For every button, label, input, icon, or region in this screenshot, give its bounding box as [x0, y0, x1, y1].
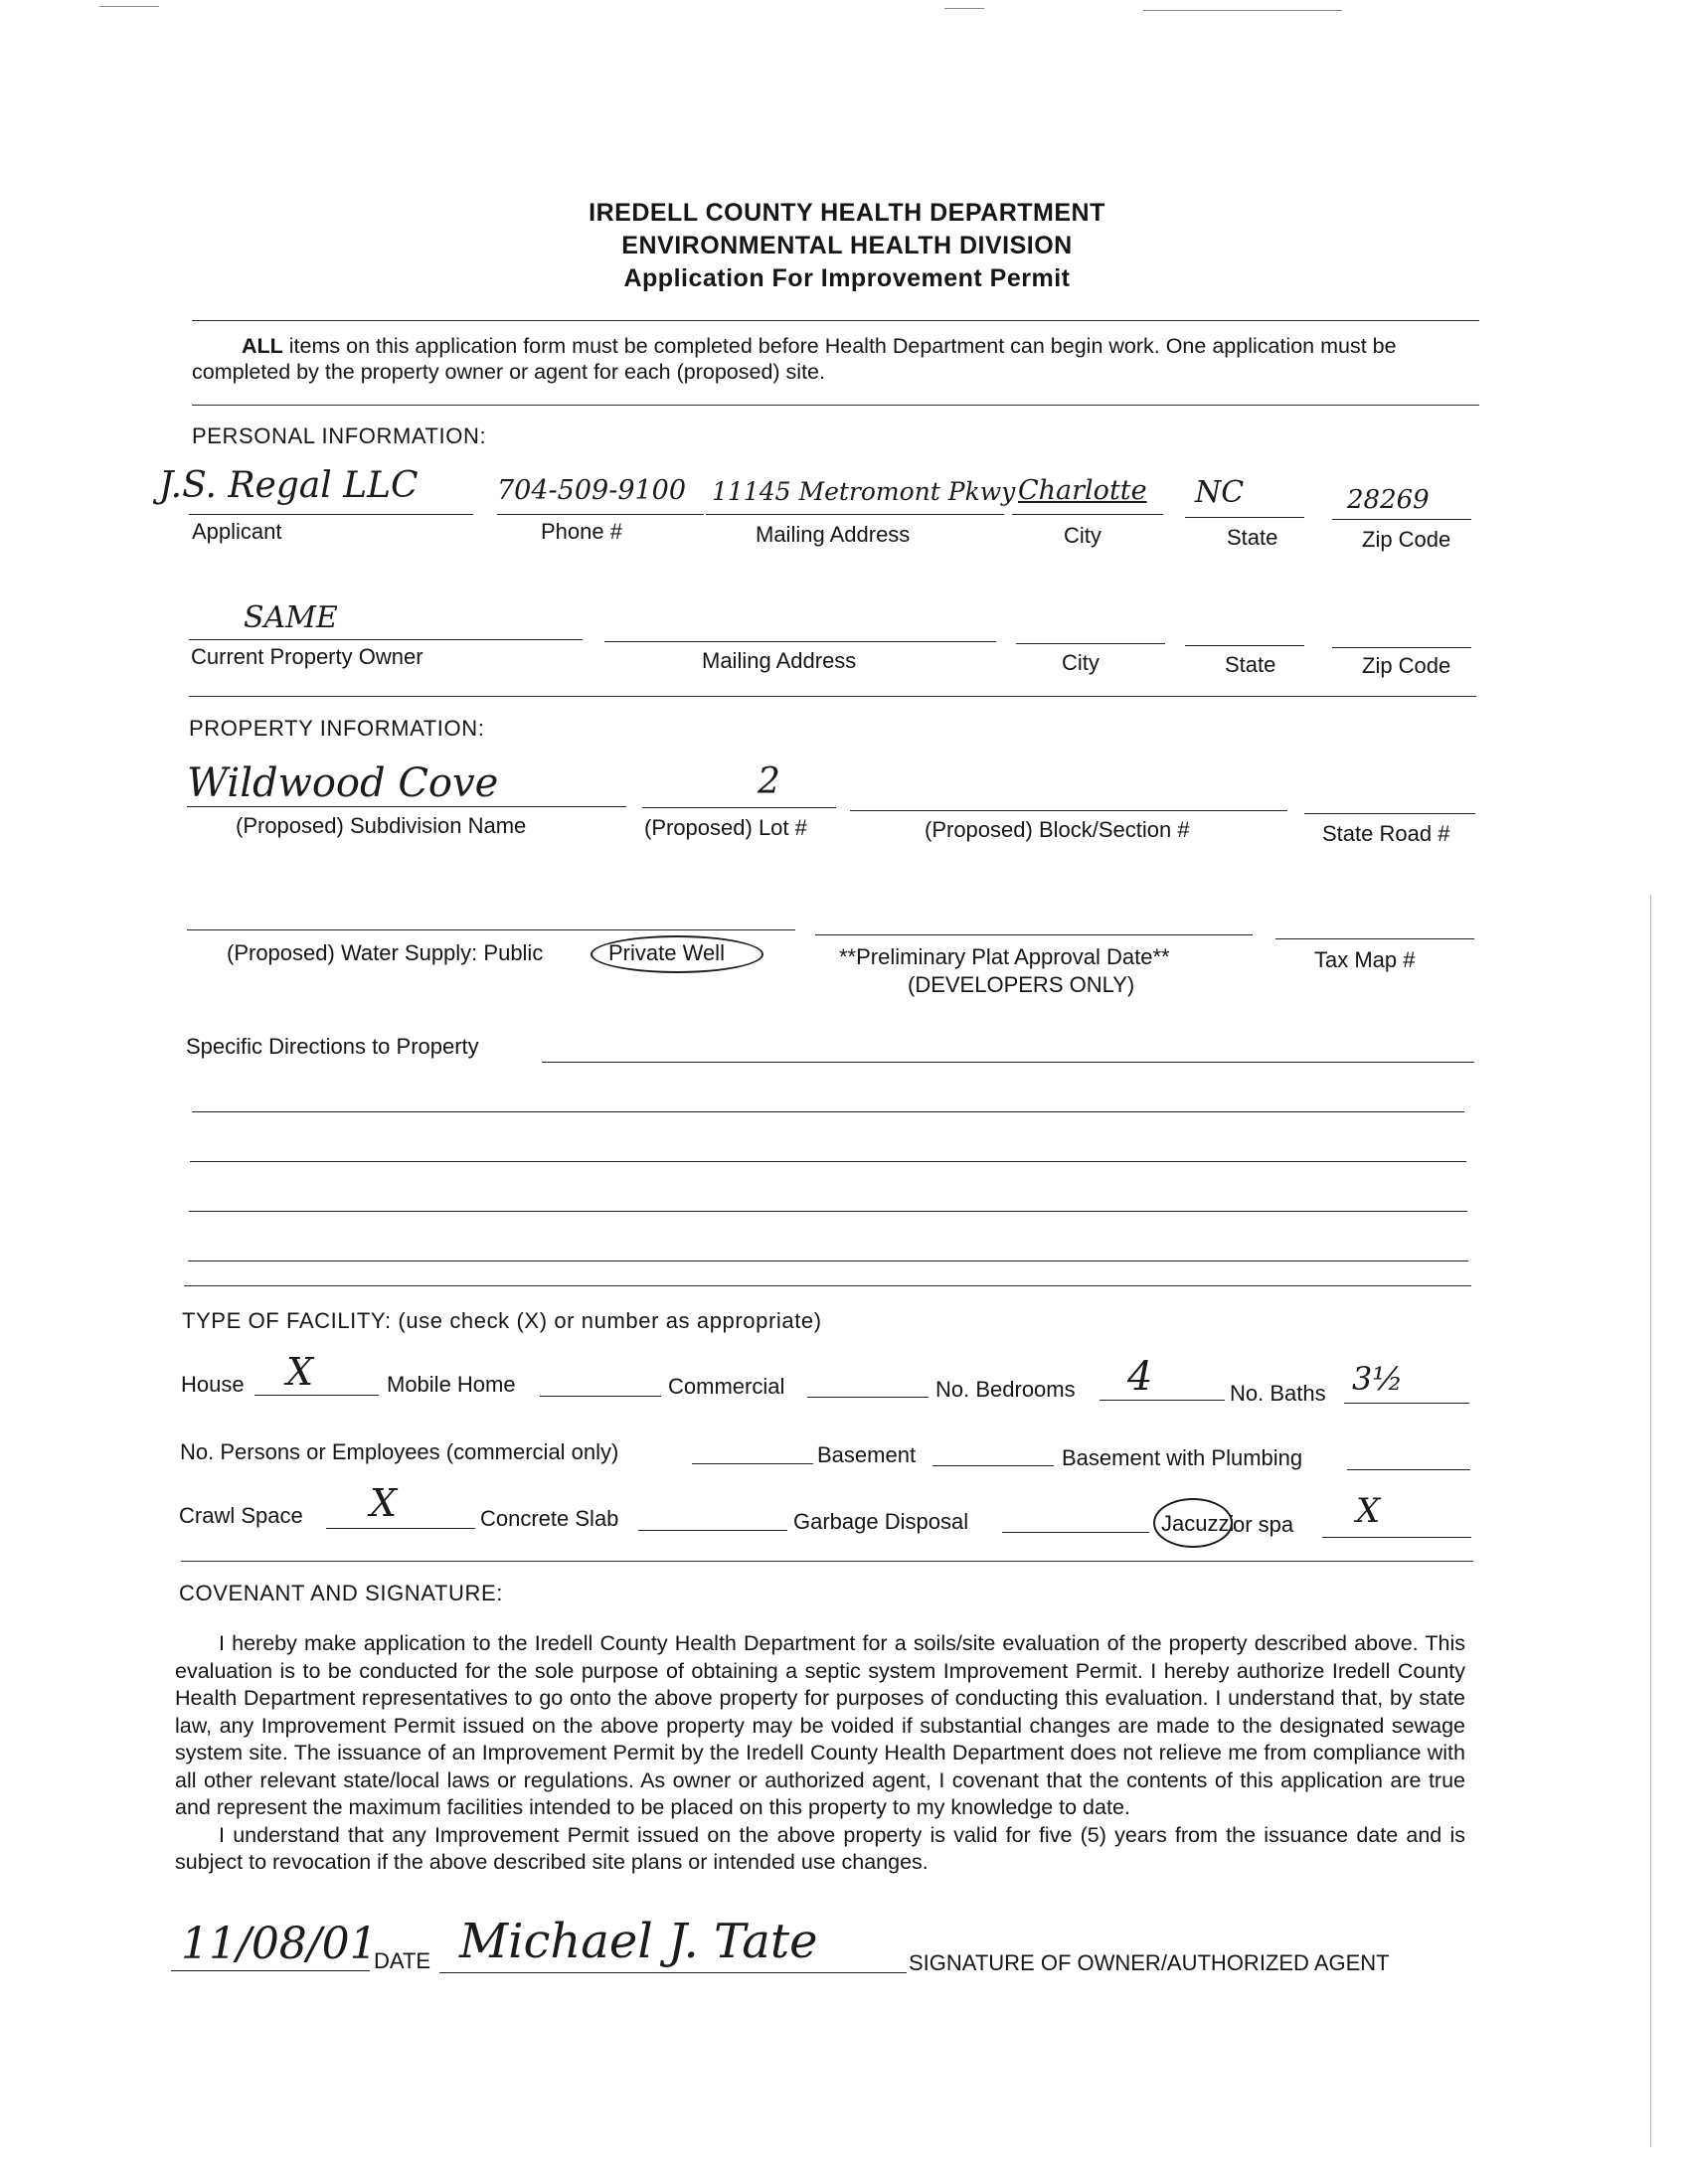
house-line	[254, 1395, 379, 1396]
basement-plumbing-line	[1347, 1469, 1470, 1470]
covenant-text	[175, 1630, 1465, 1877]
directions-line	[190, 1161, 1466, 1162]
owner-state-line	[1185, 645, 1304, 646]
scan-speck	[99, 6, 159, 7]
crawl-value: X	[370, 1481, 398, 1525]
directions-line	[188, 1260, 1468, 1261]
block-line	[850, 810, 1287, 811]
directions-label: Specific Directions to Property	[186, 1034, 479, 1059]
garbage-label: Garbage Disposal	[793, 1509, 969, 1534]
personal-info-heading: PERSONAL INFORMATION:	[192, 423, 487, 448]
spa-value: X	[1356, 1491, 1381, 1531]
lot-value: 2	[758, 761, 780, 802]
covenant-paragraph-2: I understand that any Improvement Permit issued on the above property is valid for five (5) years from the issuance date and is subject to revocation if the above described site plans or intended use changes.	[175, 1822, 1465, 1874]
city-label: City	[1064, 523, 1101, 548]
mobile-line	[540, 1396, 661, 1397]
subdivision-line	[187, 806, 626, 807]
house-value: X	[286, 1350, 314, 1394]
owner-zip-line	[1332, 647, 1471, 648]
covenant-paragraph-1: I hereby make application to the Iredell County Health Department for a soils/site evaluation of the property described above. This evaluation is to be conducted for the sole purpose of obtaining a septic system Improvement Permit. I hereby authorize Iredell County Health Department representatives to go onto the above property for purposes of conducting this evaluation. I understand that, by state law, any Improvement Permit issued on the above property may be voided if substantial changes are made to the designated sewage system site. The issuance of an Improvement Permit by the Iredell County Health Department does not relieve me from compliance with all other relevant state/local laws or regulations. As owner or authorized agent, I covenant that the contents of this application are true and represent the maximum facilities intended to be placed on this property to my knowledge to date.	[175, 1631, 1465, 1819]
road-line	[1304, 813, 1475, 814]
owner-value: SAME	[244, 600, 338, 635]
taxmap-line	[1275, 938, 1474, 939]
mailing-line	[706, 514, 1004, 515]
phone-line	[497, 514, 704, 515]
zip-line	[1332, 519, 1471, 520]
intro-body: items on this application form must be completed before Health Department can begin work. One application must be completed by the property owner or agent for each (proposed) site.	[192, 334, 1397, 384]
basement-line	[932, 1465, 1054, 1466]
owner-city-line	[1016, 643, 1165, 644]
water-private-well: Private Well	[608, 940, 725, 965]
owner-mailing-label: Mailing Address	[702, 648, 857, 673]
water-label: (Proposed) Water Supply: Public	[227, 940, 544, 965]
bedrooms-line	[1100, 1400, 1225, 1401]
commercial-line	[807, 1397, 929, 1398]
zip-value: 28269	[1347, 485, 1430, 515]
block-label: (Proposed) Block/Section #	[925, 817, 1190, 842]
city-line	[1012, 514, 1163, 515]
persons-line	[692, 1463, 813, 1464]
mobile-label: Mobile Home	[387, 1372, 516, 1397]
plat-line	[815, 934, 1253, 935]
jacuzzi-circle	[1153, 1498, 1233, 1548]
state-line	[1185, 517, 1304, 518]
state-label: State	[1227, 525, 1278, 550]
mailing-value: 11145 Metromont Pkwy	[712, 477, 1016, 506]
subdivision-value: Wildwood Cove	[187, 760, 499, 806]
scan-speck	[1143, 10, 1342, 11]
water-line	[187, 929, 795, 930]
basement-label: Basement	[817, 1442, 917, 1467]
owner-label: Current Property Owner	[191, 644, 424, 669]
crawl-line	[326, 1528, 475, 1529]
applicant-label: Applicant	[192, 519, 282, 544]
owner-state-label: State	[1225, 652, 1276, 677]
persons-label: No. Persons or Employees (commercial only)	[180, 1439, 619, 1464]
lot-label: (Proposed) Lot #	[644, 815, 807, 840]
phone-label: Phone #	[541, 519, 622, 544]
applicant-value: J.S. Regal LLC	[159, 465, 419, 506]
baths-line	[1344, 1403, 1469, 1404]
department-title: IREDELL COUNTY HEALTH DEPARTMENT	[589, 199, 1105, 227]
baths-value: 3½	[1352, 1360, 1404, 1398]
directions-line	[192, 1111, 1464, 1112]
owner-zip-label: Zip Code	[1362, 653, 1451, 678]
signature-value: Michael J. Tate	[459, 1914, 818, 1969]
commercial-label: Commercial	[668, 1374, 785, 1399]
divider	[192, 405, 1479, 406]
scan-speck	[1650, 895, 1651, 2147]
plat-label: **Preliminary Plat Approval Date**	[839, 944, 1170, 969]
date-line	[171, 1970, 370, 1971]
intro-text	[192, 333, 1479, 385]
covenant-heading: COVENANT AND SIGNATURE:	[179, 1581, 503, 1605]
facility-heading: TYPE OF FACILITY: (use check (X) or number as appropriate)	[182, 1308, 822, 1333]
date-label: DATE	[374, 1948, 431, 1973]
bedrooms-value: 4	[1127, 1354, 1153, 1400]
signature-line	[439, 1972, 907, 1973]
lot-line	[642, 807, 836, 808]
applicant-line	[189, 514, 473, 515]
mailing-label: Mailing Address	[756, 522, 911, 547]
divider	[184, 1285, 1471, 1286]
subdivision-label: (Proposed) Subdivision Name	[236, 813, 527, 838]
house-label: House	[181, 1372, 245, 1397]
owner-mailing-line	[604, 641, 996, 642]
baths-label: No. Baths	[1230, 1381, 1326, 1406]
state-value: NC	[1195, 475, 1245, 510]
city-value: Charlotte	[1018, 475, 1147, 506]
zip-label: Zip Code	[1362, 527, 1451, 552]
spa-label: or spa	[1233, 1512, 1294, 1537]
road-label: State Road #	[1322, 821, 1450, 846]
taxmap-label: Tax Map #	[1314, 947, 1416, 972]
directions-line	[542, 1062, 1474, 1063]
crawl-label: Crawl Space	[179, 1503, 303, 1528]
phone-value: 704-509-9100	[497, 475, 687, 506]
basement-plumbing-label: Basement with Plumbing	[1062, 1445, 1303, 1470]
garbage-line	[1002, 1532, 1149, 1533]
owner-city-label: City	[1062, 650, 1100, 675]
division-title: ENVIRONMENTAL HEALTH DIVISION	[621, 232, 1073, 259]
form-title: Application For Improvement Permit	[623, 264, 1071, 292]
divider	[189, 696, 1476, 697]
intro-all: ALL	[242, 334, 283, 358]
spa-line	[1322, 1537, 1471, 1538]
water-private-well-circle	[591, 935, 763, 973]
signature-label: SIGNATURE OF OWNER/AUTHORIZED AGENT	[909, 1950, 1390, 1975]
jacuzzi-label: Jacuzzi	[1161, 1511, 1235, 1536]
property-info-heading: PROPERTY INFORMATION:	[189, 716, 485, 741]
date-value: 11/08/01	[181, 1919, 378, 1969]
scan-speck	[944, 8, 984, 9]
slab-line	[638, 1530, 787, 1531]
bedrooms-label: No. Bedrooms	[935, 1377, 1076, 1402]
slab-label: Concrete Slab	[480, 1506, 619, 1531]
divider	[192, 320, 1479, 321]
directions-line	[189, 1211, 1467, 1212]
owner-line	[189, 639, 583, 640]
divider	[181, 1561, 1473, 1562]
plat-sublabel: (DEVELOPERS ONLY)	[908, 972, 1135, 997]
